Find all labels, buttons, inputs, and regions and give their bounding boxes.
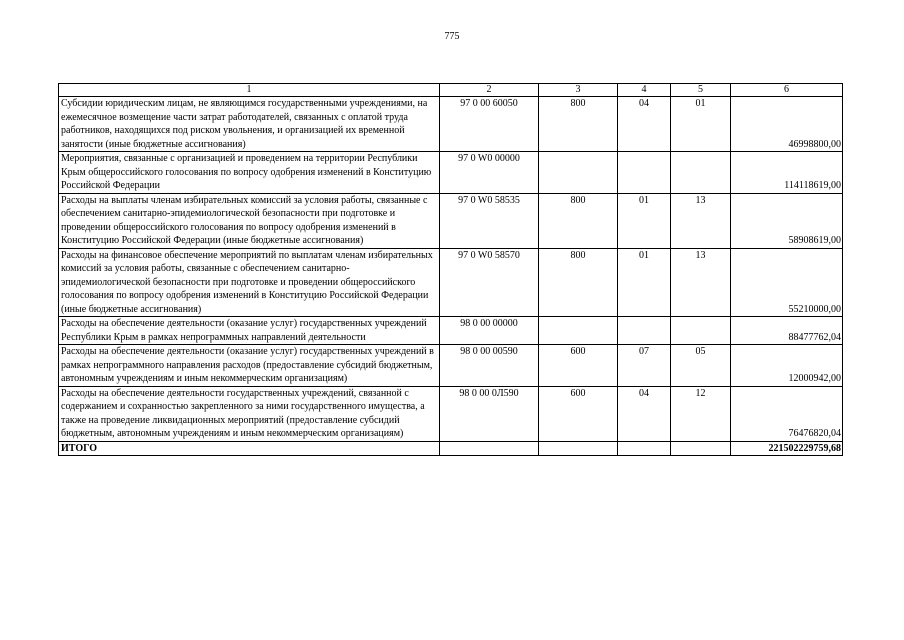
row-code: 98 0 00 00000 bbox=[440, 317, 539, 345]
row-expense-type: 600 bbox=[539, 345, 618, 387]
row-expense-type: 800 bbox=[539, 248, 618, 317]
row-name: Расходы на обеспечение деятельности (оказание услуг) государственных учреждений Республики Крым в рамках непрограммных направлений деятельности bbox=[59, 317, 440, 345]
row-sum: 58908619,00 bbox=[731, 193, 843, 248]
row-sum: 76476820,04 bbox=[731, 386, 843, 441]
total-empty-cell bbox=[671, 441, 731, 456]
row-name: Расходы на обеспечение деятельности государственных учреждений, связанной с содержанием и сохранностью закрепленного за ними государственного имущества, а также на проведение ликвидационных мероприятий (предоставление субсидий бюджетным, автономным учреждениям и иным некоммерческим организациям) bbox=[59, 386, 440, 441]
row-section: 07 bbox=[618, 345, 671, 387]
row-subsection: 13 bbox=[671, 248, 731, 317]
row-subsection: 01 bbox=[671, 97, 731, 152]
table-row bbox=[59, 386, 843, 441]
page-number: 775 bbox=[444, 31, 460, 42]
total-empty-cell bbox=[539, 441, 618, 456]
row-subsection bbox=[671, 317, 731, 345]
row-expense-type: 600 bbox=[539, 386, 618, 441]
row-sum: 55210000,00 bbox=[731, 248, 843, 317]
row-expense-type: 800 bbox=[539, 193, 618, 248]
header-col-2: 2 bbox=[440, 84, 539, 97]
row-subsection: 12 bbox=[671, 386, 731, 441]
row-name: Расходы на выплаты членам избирательных комиссий за условия работы, связанные с обеспечением санитарно-эпидемиологической безопасности при подготовке и проведении общероссийского голосования по вопросу одобрения изменений в Конституцию Российской Федерации (иные бюджетные ассигнования) bbox=[59, 193, 440, 248]
row-sum: 114118619,00 bbox=[731, 152, 843, 194]
row-name: Субсидии юридическим лицам, не являющимся государственными учреждениями, на ежемесячное возмещение части затрат работодателей, связанных с оплатой труда работников, находящихся под риском увольнения, и организацией их временной занятости (иные бюджетные ассигнования) bbox=[59, 97, 440, 152]
row-sum: 88477762,04 bbox=[731, 317, 843, 345]
table-row bbox=[59, 317, 843, 345]
row-code: 97 0 W0 58570 bbox=[440, 248, 539, 317]
row-code: 98 0 00 0Л590 bbox=[440, 386, 539, 441]
row-sum: 12000942,00 bbox=[731, 345, 843, 387]
table-row bbox=[59, 345, 843, 387]
header-col-4: 4 bbox=[618, 84, 671, 97]
total-empty-cell bbox=[440, 441, 539, 456]
row-section: 04 bbox=[618, 386, 671, 441]
total-row bbox=[59, 441, 843, 456]
header-col-6: 6 bbox=[731, 84, 843, 97]
table-row bbox=[59, 193, 843, 248]
row-code: 97 0 W0 00000 bbox=[440, 152, 539, 194]
row-section: 01 bbox=[618, 193, 671, 248]
header-row bbox=[59, 84, 843, 97]
table-row bbox=[59, 248, 843, 317]
table-row bbox=[59, 97, 843, 152]
row-expense-type: 800 bbox=[539, 97, 618, 152]
row-subsection bbox=[671, 152, 731, 194]
row-name: Мероприятия, связанные с организацией и проведением на территории Республики Крым общероссийского голосования по вопросу одобрения изменений в Конституцию Российской Федерации bbox=[59, 152, 440, 194]
table-row bbox=[59, 152, 843, 194]
row-name: Расходы на обеспечение деятельности (оказание услуг) государственных учреждений в рамках непрограммного направления расходов (предоставление субсидий бюджетным, автономным учреждениям и иным некоммерческим организациям) bbox=[59, 345, 440, 387]
row-code: 97 0 00 60050 bbox=[440, 97, 539, 152]
row-code: 97 0 W0 58535 bbox=[440, 193, 539, 248]
header-col-5: 5 bbox=[671, 84, 731, 97]
row-section bbox=[618, 317, 671, 345]
row-subsection: 13 bbox=[671, 193, 731, 248]
total-empty-cell bbox=[618, 441, 671, 456]
header-col-1: 1 bbox=[59, 84, 440, 97]
row-sum: 46998800,00 bbox=[731, 97, 843, 152]
header-col-3: 3 bbox=[539, 84, 618, 97]
row-expense-type bbox=[539, 152, 618, 194]
total-sum: 221502229759,68 bbox=[731, 441, 843, 456]
row-section: 04 bbox=[618, 97, 671, 152]
row-name: Расходы на финансовое обеспечение мероприятий по выплатам членам избирательных комиссий за условия работы, связанные с обеспечением санитарно-эпидемиологической безопасности при подготовке и проведении общероссийского голосования по вопросу одобрения изменений в Конституцию Российской Федерации (иные бюджетные ассигнования) bbox=[59, 248, 440, 317]
row-section bbox=[618, 152, 671, 194]
row-code: 98 0 00 00590 bbox=[440, 345, 539, 387]
total-label: ИТОГО bbox=[59, 441, 440, 456]
row-expense-type bbox=[539, 317, 618, 345]
row-section: 01 bbox=[618, 248, 671, 317]
row-subsection: 05 bbox=[671, 345, 731, 387]
budget-table bbox=[58, 83, 843, 456]
